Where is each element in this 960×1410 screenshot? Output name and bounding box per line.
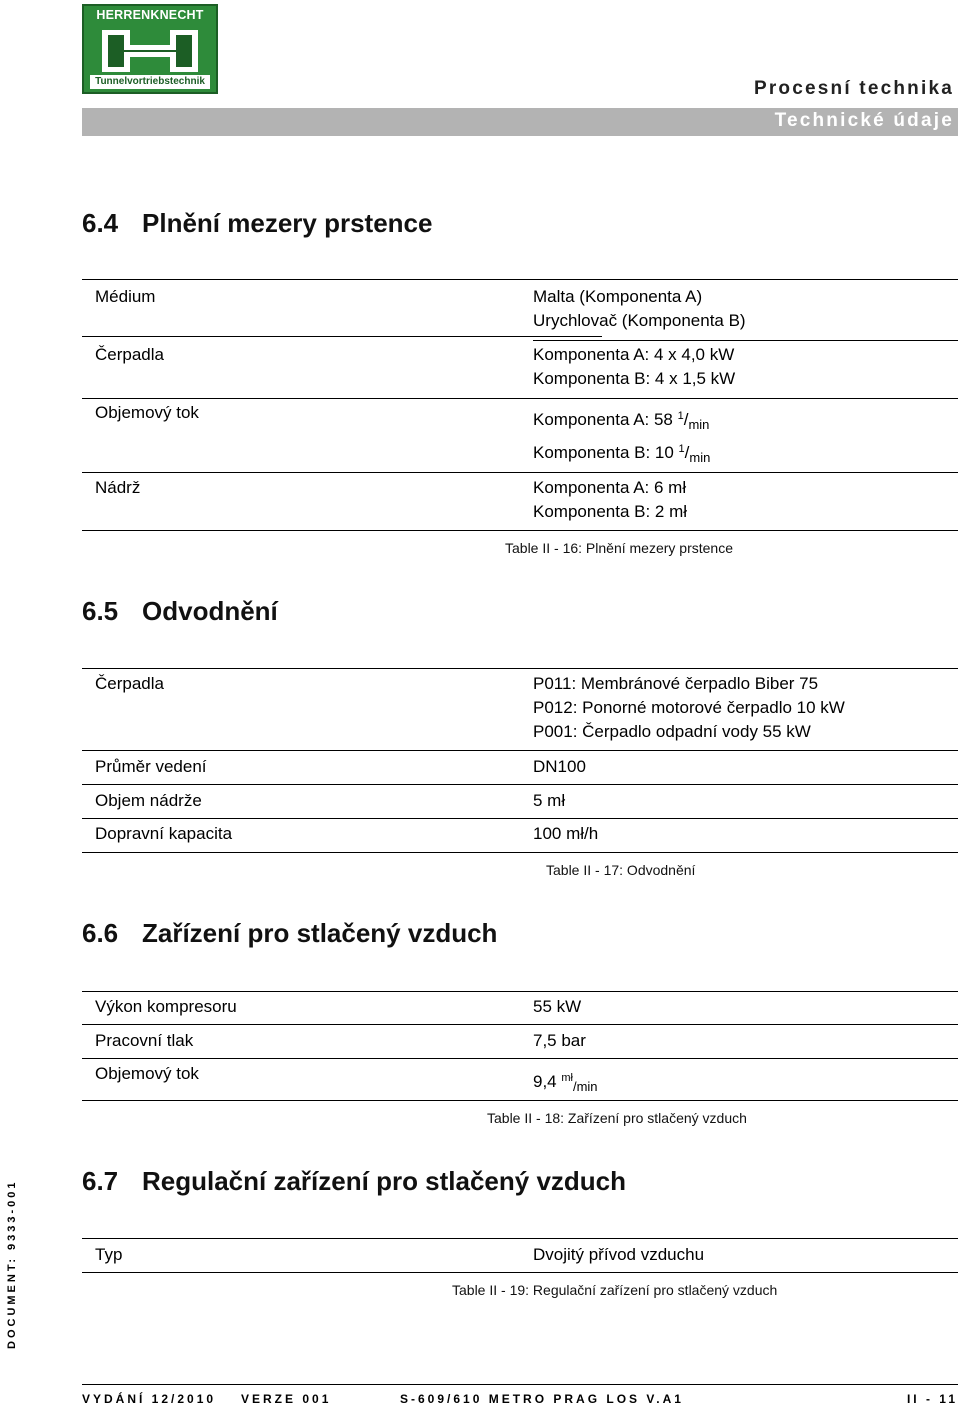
header-subtitle: Technické údaje — [774, 110, 954, 131]
label-rule — [82, 336, 602, 337]
header-title: Procesní technika — [753, 78, 954, 99]
section-number: 6.7 — [82, 1166, 119, 1196]
table-caption: Table II - 18: Zařízení pro stlačený vzduch — [487, 1110, 747, 1126]
table-rule — [82, 1024, 958, 1025]
value-line: Komponenta A: 4 x 4,0 kW — [533, 345, 735, 364]
table-label: Objemový tok — [95, 1064, 199, 1083]
table-label: Pracovní tlak — [95, 1031, 194, 1050]
company-logo — [82, 4, 218, 94]
value-line: Urychlovač (Komponenta B) — [533, 311, 746, 330]
table-label: Médium — [95, 287, 156, 306]
table-rule — [82, 1272, 958, 1273]
table-rule — [82, 1058, 958, 1059]
table-value — [533, 1066, 598, 1099]
table-label: Čerpadla — [95, 674, 164, 693]
table-rule — [82, 991, 958, 992]
value-sub: min — [688, 417, 710, 432]
section-heading-6-4 — [82, 208, 432, 239]
logo-tagline: Tunnelvortriebstechnik — [90, 75, 210, 89]
table-rule — [82, 784, 958, 785]
table-value — [533, 404, 709, 437]
footer-issue: VYDÁNÍ 12/2010 — [82, 1392, 217, 1406]
section-title: Odvodnění — [142, 596, 278, 626]
section-title: Plnění mezery prstence — [142, 208, 433, 238]
table-label: Objemový tok — [95, 403, 199, 422]
value-line: P001: Čerpadlo odpadní vody 55 kW — [533, 722, 811, 741]
table-value: 7,5 bar — [533, 1031, 586, 1050]
table-rule — [82, 818, 958, 819]
table-rule — [82, 472, 958, 473]
table-rule — [82, 852, 958, 853]
logo-h-icon — [96, 26, 204, 76]
value-text: Komponenta A: 58 — [533, 410, 678, 429]
value-text: / — [684, 443, 690, 462]
table-rule — [82, 750, 958, 751]
value-sub: /min — [572, 1079, 598, 1094]
table-rule — [82, 398, 958, 399]
table-label: Typ — [95, 1245, 123, 1264]
table-value: 55 kW — [533, 997, 582, 1016]
section-title: Zařízení pro stlačený vzduch — [142, 918, 498, 948]
table-caption: Table II - 16: Plnění mezery prstence — [505, 540, 733, 556]
section-heading-6-6 — [82, 918, 497, 949]
value-line: Komponenta B: 4 x 1,5 kW — [533, 369, 736, 388]
value-text: 9,4 — [533, 1072, 562, 1091]
table-label: Čerpadla — [95, 345, 164, 364]
table-value: Dvojitý přívod vzduchu — [533, 1245, 705, 1264]
table-label: Nádrž — [95, 478, 141, 497]
table-value — [533, 343, 735, 391]
table-rule — [82, 668, 958, 669]
table-label: Průměr vedení — [95, 757, 207, 776]
value-sup: 1 — [677, 410, 684, 422]
value-line: P012: Ponorné motorové čerpadlo 10 kW — [533, 698, 845, 717]
table-caption: Table II - 17: Odvodnění — [546, 862, 696, 878]
value-text: Komponenta B: 10 — [533, 443, 679, 462]
footer-project: S-609/610 METRO PRAG LOS V.A1 — [400, 1392, 684, 1406]
table-caption: Table II - 19: Regulační zařízení pro stlačený vzduch — [452, 1282, 778, 1298]
footer-page: II - 11 — [906, 1392, 958, 1406]
footer-rule — [82, 1384, 958, 1385]
value-sup: mł — [561, 1072, 573, 1084]
section-number: 6.5 — [82, 596, 119, 626]
value-line: Komponenta A: 6 mł — [533, 478, 687, 497]
value-line: Komponenta B: 2 mł — [533, 502, 688, 521]
logo-brand-text: HERRENKNECHT — [96, 8, 204, 22]
table-rule — [82, 1238, 958, 1239]
table-value — [533, 437, 710, 470]
value-line: Malta (Komponenta A) — [533, 287, 703, 306]
table-label: Výkon kompresoru — [95, 997, 237, 1016]
table-value: 100 mł/h — [533, 824, 599, 843]
section-heading-6-7 — [82, 1166, 626, 1197]
table-value — [533, 672, 845, 744]
section-heading-6-5 — [82, 596, 278, 627]
value-sup: 1 — [678, 443, 685, 455]
header-bar — [82, 108, 958, 136]
table-rule — [82, 279, 958, 280]
footer-version: VERZE 001 — [241, 1392, 332, 1406]
table-rule — [82, 530, 958, 531]
table-rule — [82, 1100, 958, 1101]
value-line: P011: Membránové čerpadlo Biber 75 — [533, 674, 819, 693]
value-text: / — [683, 410, 689, 429]
table-label: Dopravní kapacita — [95, 824, 233, 843]
document-number-side: DOCUMENT: 9333-001 — [6, 1179, 18, 1349]
section-title: Regulační zařízení pro stlačený vzduch — [142, 1166, 627, 1196]
table-value: DN100 — [533, 757, 586, 776]
table-value: 5 mł — [533, 791, 566, 810]
table-label: Objem nádrže — [95, 791, 202, 810]
table-value — [533, 476, 687, 524]
section-number: 6.6 — [82, 918, 119, 948]
value-sub: min — [689, 450, 711, 465]
table-value — [533, 285, 746, 333]
value-rule — [533, 340, 958, 341]
section-number: 6.4 — [82, 208, 119, 238]
